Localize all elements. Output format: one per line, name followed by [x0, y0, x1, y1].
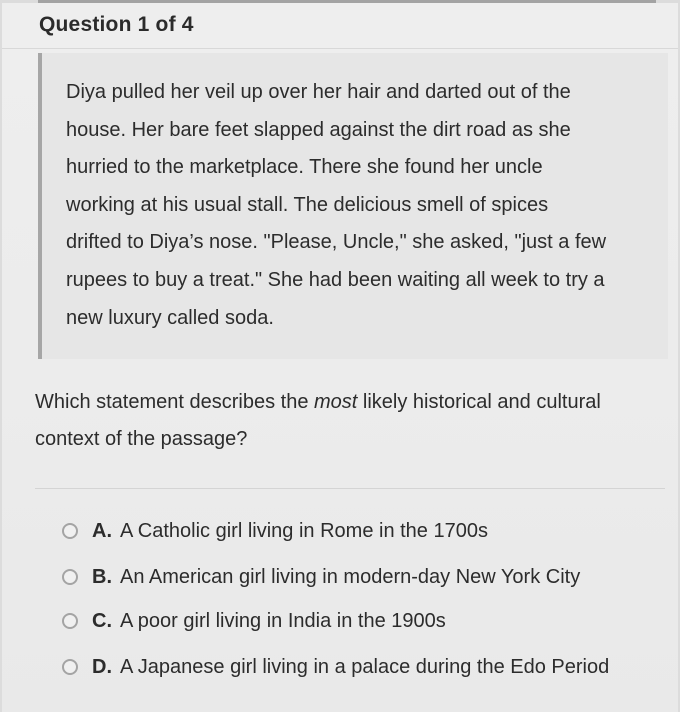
answer-option-a[interactable]	[62, 516, 488, 546]
answer-option-b[interactable]	[62, 562, 580, 592]
question-line-1	[35, 384, 665, 421]
passage-line: rupees to buy a treat." She had been waiting all week to try a	[66, 268, 605, 291]
answer-text: A poor girl living in India in the 1900s	[120, 609, 446, 632]
answer-letter: C.	[92, 609, 112, 632]
question-prefix: Which statement describes the	[35, 391, 315, 413]
question-suffix: likely historical and cultural	[357, 391, 601, 413]
passage-box	[38, 53, 668, 359]
header-divider	[2, 48, 678, 49]
radio-button-icon[interactable]	[62, 659, 78, 675]
passage-line: new luxury called soda.	[66, 306, 274, 329]
question-card	[2, 3, 678, 712]
passage-line: hurried to the marketplace. There she found her uncle	[66, 156, 543, 179]
question-counter: Question 1 of 4	[39, 13, 194, 36]
passage-line: drifted to Diya’s nose. "Please, Uncle," she asked, "just a few	[66, 231, 607, 254]
answer-letter: B.	[92, 565, 112, 588]
passage-line: house. Her bare feet slapped against the dirt road as she	[66, 118, 571, 141]
question-line-2: context of the passage?	[35, 428, 248, 450]
radio-button-icon[interactable]	[62, 569, 78, 585]
question-emphasis: most	[314, 391, 358, 413]
answer-text: An American girl living in modern-day New York City	[120, 565, 581, 588]
answer-option-c[interactable]	[62, 606, 446, 636]
answer-letter: D.	[92, 655, 112, 678]
answer-text: A Japanese girl living in a palace during the Edo Period	[120, 655, 610, 678]
answer-option-d[interactable]	[62, 652, 609, 682]
answer-letter: A.	[92, 519, 112, 542]
passage-text	[66, 74, 656, 337]
answers-divider	[35, 488, 665, 489]
radio-button-icon[interactable]	[62, 613, 78, 629]
question-prompt	[35, 384, 665, 458]
radio-button-icon[interactable]	[62, 523, 78, 539]
answer-text: A Catholic girl living in Rome in the 1700s	[120, 519, 488, 542]
passage-line: Diya pulled her veil up over her hair and darted out of the	[66, 81, 571, 103]
passage-line: working at his usual stall. The delicious smell of spices	[66, 193, 549, 216]
